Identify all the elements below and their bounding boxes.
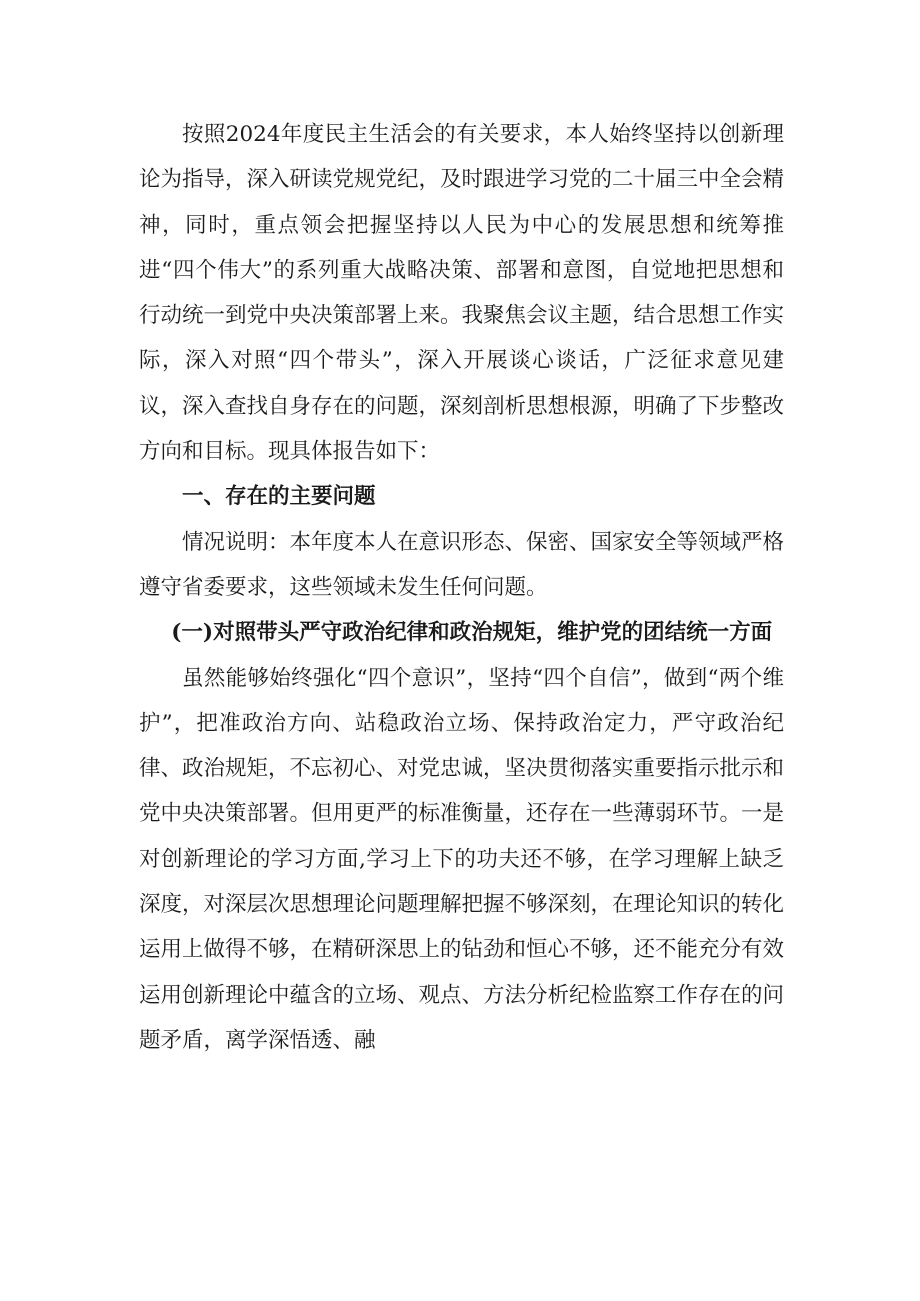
intro-paragraph: 按照2024年度民主生活会的有关要求，本人始终坚持以创新理论为指导，深入研读党规党纪，及时跟进学习党的二十届三中全会精神，同时，重点领会把握坚持以人民为中心的发展思想和统筹推进“四个伟大”的系列重大战略决策、部署和意图，自觉地把思想和行动统一到党中央决策部署上来。我聚焦会议主题，结合思想工作实际，深入对照“四个带头”，深入开展谈心谈话，广泛征求意见建议，深入查找自身存在的问题，深刻剖析思想根源，明确了下步整改方向和目标。现具体报告如下： <box>139 122 785 465</box>
body-paragraph: 虽然能够始终强化“四个意识”，坚持“四个自信”，做到“两个维护”，把准政治方向、站稳政治立场、保持政治定力，严守政治纪律、政治规矩，不忘初心、对党忠诚，坚决贯彻落实重要指示批示和党中央决策部署。但用更严的标准衡量，还存在一些薄弱环节。一是对创新理论的学习方面,学习上下的功夫还不够，在学习理解上缺乏深度，对深层次思想理论问题理解把握不够深刻，在理论知识的转化运用上做得不够，在精研深思上的钻劲和恒心不够，还不能充分有效运用创新理论中蕴含的立场、观点、方法分析纪检监察工作存在的问题矛盾，离学深悟透、融 <box>139 665 785 1053</box>
document-body <box>139 112 784 1063</box>
situation-note: 情况说明：本年度本人在意识形态、保密、国家安全等领域严格遵守省委要求，这些领域未发生任何问题。 <box>139 529 785 600</box>
subsection-heading: (一)对照带头严守政治纪律和政治规矩，维护党的团结统一方面 <box>171 620 773 646</box>
section-heading: 一、存在的主要问题 <box>182 484 376 510</box>
